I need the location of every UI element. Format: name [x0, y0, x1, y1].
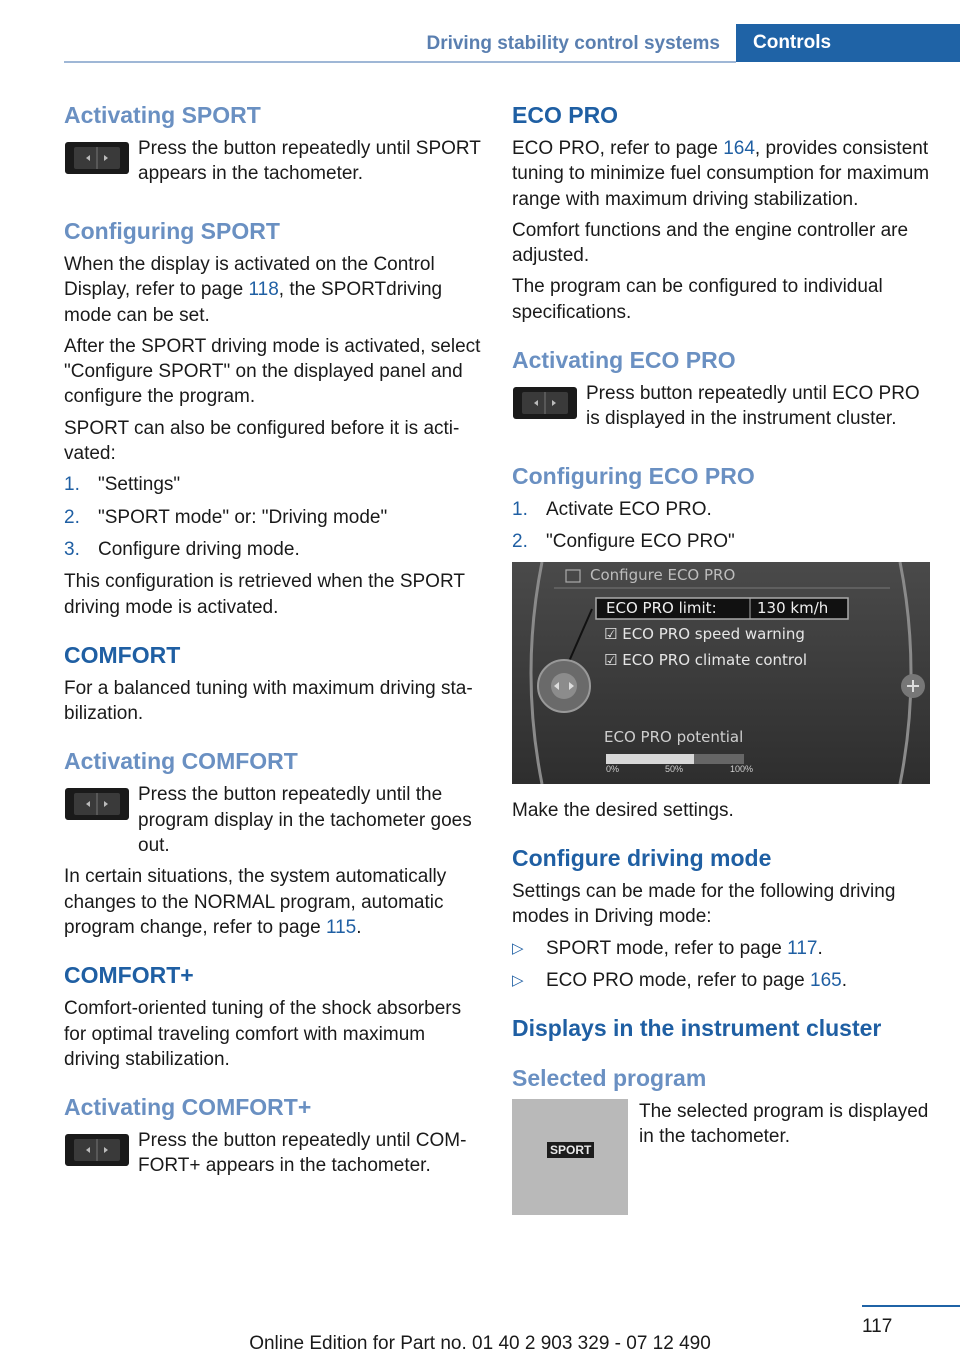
sport-badge: SPORT [547, 1142, 594, 1158]
eco-pro-screen-graphic [512, 562, 930, 784]
list-item: 1. Activate ECO PRO. [512, 499, 712, 521]
configuring-sport-section [64, 216, 482, 620]
page-link-118[interactable]: 118 [248, 279, 279, 301]
screen-climate-control[interactable]: ☑ ECO PRO climate control [604, 650, 808, 669]
list-item: 2. "Configure ECO PRO" [512, 531, 735, 553]
configure-driving-mode-section [512, 843, 930, 993]
page-link-115[interactable]: 115 [325, 916, 357, 938]
left-column [64, 100, 482, 1208]
rocker-switch-icon [64, 786, 130, 822]
eco-pro-paragraph-3: The program can be configured to individual specifications. [512, 276, 883, 323]
eco-pro-paragraph-1: ECO PRO, refer to page 164, provides consistent tuning to minimize fuel consumption for maximum range with maximum driving stabilization. [512, 138, 930, 210]
configuring-sport-paragraph-4: This configuration is retrieved when the SPORT driving mode is activated. [64, 571, 465, 618]
activating-comfort-plus-section [64, 1092, 482, 1188]
header-chapter-tab: Controls [736, 24, 960, 62]
page-link-117[interactable]: 117 [787, 937, 818, 959]
configuring-eco-pro-steps [512, 497, 930, 555]
configuring-sport-paragraph-3: SPORT can also be configured before it is activated: [64, 417, 460, 465]
selected-program-text: The selected program is displayed in the tachometer. [639, 1101, 929, 1148]
rocker-switch-icon [64, 140, 130, 176]
list-item: 2. "SPORT mode" or: "Driving mode" [64, 506, 388, 528]
eco-pro-paragraph-2: Comfort functions and the engine controller are adjusted. [512, 219, 909, 267]
comfort-plus-section [64, 960, 482, 1072]
eco-pro-config-screen [512, 562, 930, 784]
activating-eco-pro-text: Press button repeatedly until ECO PRO is displayed in the instrument cluster. [586, 383, 920, 430]
page-header [0, 0, 960, 62]
activating-comfort-plus-row [64, 1128, 482, 1188]
list-item: ▷ ECO PRO mode, refer to page 165. [512, 968, 930, 993]
comfort-plus-heading: COMFORT+ [64, 962, 194, 989]
configuring-sport-paragraph-1: When the display is activated on the Control Display, refer to page 118, the SPORTdriving mode can be set. [64, 254, 443, 326]
displays-section [512, 1013, 930, 1043]
activating-comfort-plus-text: Press the button repeatedly until COMFORT+ appears in the tachometer. [138, 1130, 467, 1177]
configuring-sport-paragraph-2: After the SPORT driving mode is activated, select "Configure SPORT" on the displayed panel and configure the program. [64, 335, 481, 408]
displays-heading: Displays in the instrument cluster [512, 1015, 882, 1042]
activating-sport-section [64, 100, 482, 196]
configuring-eco-pro-section [512, 461, 930, 823]
list-item: ▷ SPORT mode, refer to page 117. [512, 936, 930, 961]
screen-limit-label[interactable]: ECO PRO limit: [606, 598, 717, 617]
eco-pro-section [512, 100, 930, 325]
activating-sport-row [64, 136, 482, 196]
activating-eco-pro-row [512, 381, 930, 441]
driving-mode-list [512, 936, 930, 994]
configure-driving-mode-heading: Configure driving mode [512, 844, 772, 871]
configuring-sport-steps [64, 472, 482, 562]
sport-display-image [512, 1099, 628, 1215]
triangle-right-icon: ▷ [512, 971, 524, 989]
activating-comfort-row [64, 782, 482, 858]
selected-program-section [512, 1063, 930, 1215]
comfort-heading: COMFORT [64, 641, 181, 668]
screen-speed-warning[interactable]: ☑ ECO PRO speed warning [604, 624, 805, 643]
page-link-164[interactable]: 164 [723, 138, 755, 159]
screen-limit-value[interactable]: 130 km/h [757, 598, 829, 617]
configure-driving-mode-text: Settings can be made for the following driving modes in Driving mode: [512, 880, 896, 928]
activating-comfort-paragraph-2: In certain situations, the system automatically changes to the NORMAL program, automatic program change, refer to page 115. [64, 866, 447, 938]
configuring-eco-pro-after: Make the desired settings. [512, 799, 734, 821]
configuring-sport-heading: Configuring SPORT [64, 218, 280, 244]
screen-potential-label: ECO PRO potential [604, 727, 744, 746]
eco-pro-heading: ECO PRO [512, 102, 619, 128]
checkbox-checked-icon: ☑ [604, 624, 618, 643]
selected-program-heading: Selected program [512, 1065, 707, 1092]
footer-edition: Online Edition for Part no. 01 40 2 903 329 - 07 12 490 [249, 1333, 711, 1354]
checkbox-checked-icon: ☑ [604, 650, 618, 669]
list-item: 3. Configure driving mode. [64, 538, 300, 560]
activating-sport-heading: Activating SPORT [64, 102, 261, 128]
activating-comfort-section [64, 746, 482, 940]
activating-comfort-plus-heading: Activating COMFORT+ [64, 1094, 312, 1121]
comfort-section [64, 640, 482, 727]
list-item: 1. "Settings" [64, 474, 181, 496]
activating-eco-pro-section [512, 345, 930, 441]
header-section-title: Driving stability control systems [426, 33, 720, 54]
comfort-plus-text: Comfort-oriented tuning of the shock absorbers for optimal traveling comfort with maximum driving stabilization. [64, 998, 462, 1070]
screen-scale-100: 100% [730, 763, 754, 774]
comfort-text: For a balanced tuning with maximum driving stabilization. [64, 677, 473, 725]
header-rule [64, 61, 736, 63]
activating-sport-text: Press the button repeatedly until SPORT appears in the tachometer. [138, 138, 481, 185]
triangle-right-icon: ▷ [512, 939, 524, 957]
page-link-165[interactable]: 165 [810, 969, 842, 991]
footer-rule [862, 1305, 960, 1307]
right-column [512, 100, 930, 1235]
screen-heading: Configure ECO PRO [590, 565, 736, 584]
page-number: 117 [862, 1316, 893, 1337]
activating-comfort-heading: Activating COMFORT [64, 748, 298, 775]
screen-scale-50: 50% [665, 763, 684, 774]
activating-eco-pro-heading: Activating ECO PRO [512, 347, 736, 374]
rocker-switch-icon [64, 1132, 130, 1168]
configuring-eco-pro-heading: Configuring ECO PRO [512, 463, 755, 490]
rocker-switch-icon [512, 385, 578, 421]
selected-program-row [512, 1099, 930, 1215]
screen-scale-0: 0% [606, 763, 620, 774]
activating-comfort-text: Press the button repeatedly until the program display in the tachometer goes out. [138, 784, 472, 857]
